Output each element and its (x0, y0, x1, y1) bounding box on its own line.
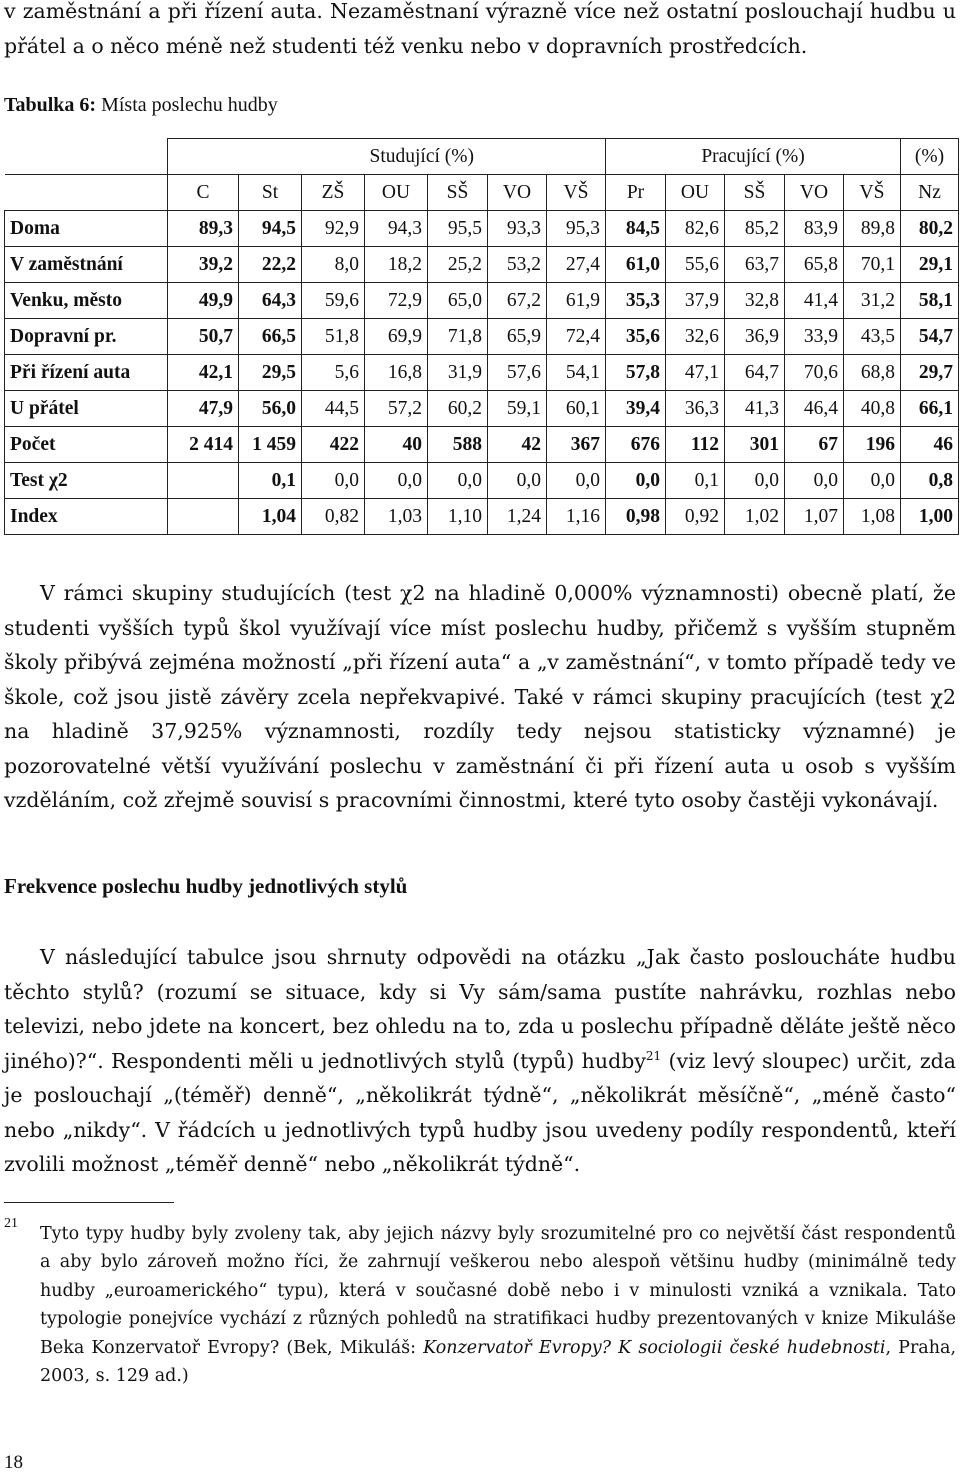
table-cell: 31,9 (428, 355, 488, 391)
table-cell: 32,8 (725, 283, 785, 319)
footnote-divider (4, 1202, 174, 1203)
listening-places-table (4, 138, 959, 535)
table-cell: 40 (365, 427, 428, 463)
section-heading: Frekvence poslechu hudby jednotlivých stylů (4, 874, 408, 898)
paragraph-students-workers (4, 576, 956, 818)
table-cell: 42,1 (168, 355, 239, 391)
table-cell: 16,8 (365, 355, 428, 391)
table-column-header: OU (666, 175, 725, 211)
table-row-label: Doma (5, 211, 168, 247)
table-cell: 301 (725, 427, 785, 463)
table-column-header: ZŠ (302, 175, 365, 211)
table-row-label: Test χ2 (5, 463, 168, 499)
table-cell: 1,03 (365, 499, 428, 535)
page-number: 18 (4, 1452, 23, 1473)
table-cell: 44,5 (302, 391, 365, 427)
table-cell: 54,1 (547, 355, 606, 391)
table-cell: 54,7 (901, 319, 959, 355)
table-cell: 84,5 (606, 211, 666, 247)
table-column-header-row (5, 175, 959, 211)
table-cell: 56,0 (239, 391, 302, 427)
table-cell: 0,0 (785, 463, 844, 499)
table-cell: 61,9 (547, 283, 606, 319)
table-row (5, 247, 959, 283)
table-cell: 65,9 (488, 319, 547, 355)
table-cell: 92,9 (302, 211, 365, 247)
table-cell: 0,0 (302, 463, 365, 499)
table-cell: 57,6 (488, 355, 547, 391)
table-cell: 1,04 (239, 499, 302, 535)
paragraph-3-text-after: (viz levý sloupec) určit, zda je poslouchají „(téměř) denně“, „několikrát týdně“, „několikrát měsíčně“, „méně často“ nebo „nikdy“. V řádcích u jednotlivých typů hudby jsou uvedeny podíly respondentů, kteří zvolili možnost „téměř denně“ nebo „několikrát týdně“. (4, 1048, 956, 1176)
table-cell: 31,2 (844, 283, 901, 319)
table-group-header-row (5, 139, 959, 175)
table-cell: 1,02 (725, 499, 785, 535)
table-cell: 39,4 (606, 391, 666, 427)
table-column-header: VŠ (547, 175, 606, 211)
table-corner-cell (5, 139, 168, 175)
table-cell: 33,9 (785, 319, 844, 355)
table-column-header: VO (488, 175, 547, 211)
table-cell: 0,0 (428, 463, 488, 499)
table-cell: 367 (547, 427, 606, 463)
table-cell: 29,5 (239, 355, 302, 391)
table-cell: 95,5 (428, 211, 488, 247)
table-column-header: OU (365, 175, 428, 211)
table-row-label: Index (5, 499, 168, 535)
table-cell: 51,8 (302, 319, 365, 355)
table-cell: 0,92 (666, 499, 725, 535)
footnote-reference: 21 (645, 1048, 662, 1063)
table-cell: 35,3 (606, 283, 666, 319)
table-cell: 29,1 (901, 247, 959, 283)
table-cell: 70,6 (785, 355, 844, 391)
footnote-book-title: Konzervatoř Evropy? K sociologii české hudebnosti (423, 1337, 886, 1358)
table-cell: 94,3 (365, 211, 428, 247)
table-cell: 1 459 (239, 427, 302, 463)
table-column-header: VO (785, 175, 844, 211)
table-caption-label: Tabulka 6: (4, 94, 97, 116)
table-cell: 50,7 (168, 319, 239, 355)
table-cell: 82,6 (666, 211, 725, 247)
table-corner-cell (5, 175, 168, 211)
table-cell: 47,9 (168, 391, 239, 427)
table-cell (168, 499, 239, 535)
table-cell: 89,3 (168, 211, 239, 247)
table-row (5, 283, 959, 319)
table-row-label: Počet (5, 427, 168, 463)
table-cell: 0,0 (725, 463, 785, 499)
table-cell: 64,7 (725, 355, 785, 391)
table-cell: 18,2 (365, 247, 428, 283)
table-row-label: Venku, město (5, 283, 168, 319)
table-cell: 8,0 (302, 247, 365, 283)
table-column-header: SŠ (725, 175, 785, 211)
table-cell: 0,0 (844, 463, 901, 499)
table-row (5, 499, 959, 535)
table-column-header: C (168, 175, 239, 211)
table-cell: 1,16 (547, 499, 606, 535)
table-cell: 43,5 (844, 319, 901, 355)
table-cell: 588 (428, 427, 488, 463)
table-group-students: Studující (%) (239, 139, 606, 175)
table-caption-title: Místa poslechu hudby (101, 94, 278, 116)
table-cell: 0,0 (488, 463, 547, 499)
footnote-text-a: Tyto typy hudby byly zvoleny tak, aby jejich názvy byly srozumitelné pro co největší část respondentů a aby bylo zároveň možno říci, že zahrnují veškerou nebo alespoň většinu hudby (minimálně tedy hudby „euroamerického“ typu), která v současné době nebo i v minulosti vzniká a vznikala. Tato typologie ponejvíce vychází z různých pohledů na stratifikaci hudby prezentovaných v knize Mikuláše Beka Konzervatoř Evropy? (Bek, Mikuláš: (40, 1224, 956, 1358)
table-row (5, 427, 959, 463)
table-cell: 64,3 (239, 283, 302, 319)
table-cell: 1,08 (844, 499, 901, 535)
table-cell: 68,8 (844, 355, 901, 391)
table-cell: 71,8 (428, 319, 488, 355)
table-row (5, 391, 959, 427)
table-cell: 89,8 (844, 211, 901, 247)
table-cell: 66,1 (901, 391, 959, 427)
table-cell: 676 (606, 427, 666, 463)
table-cell: 46 (901, 427, 959, 463)
table-cell: 95,3 (547, 211, 606, 247)
table-cell: 63,7 (725, 247, 785, 283)
table-cell: 72,9 (365, 283, 428, 319)
table-cell: 25,2 (428, 247, 488, 283)
table-cell: 37,9 (666, 283, 725, 319)
table-row (5, 211, 959, 247)
footnote-text (40, 1220, 956, 1390)
table-cell: 83,9 (785, 211, 844, 247)
table-column-header: Nz (901, 175, 959, 211)
table-cell: 93,3 (488, 211, 547, 247)
table-cell: 65,8 (785, 247, 844, 283)
table-row-label: V zaměstnání (5, 247, 168, 283)
table-body (5, 211, 959, 535)
table-cell: 22,2 (239, 247, 302, 283)
table-cell: 39,2 (168, 247, 239, 283)
table-cell: 65,0 (428, 283, 488, 319)
table-cell: 66,5 (239, 319, 302, 355)
table-cell: 32,6 (666, 319, 725, 355)
table-cell: 422 (302, 427, 365, 463)
table-cell: 112 (666, 427, 725, 463)
table-cell: 41,4 (785, 283, 844, 319)
footnote-text-b: , Praha, 2003, s. 129 ad.) (40, 1337, 957, 1387)
table-cell: 1,00 (901, 499, 959, 535)
table-cell: 35,6 (606, 319, 666, 355)
footnote-mark: 21 (4, 1216, 18, 1231)
table-cell: 2 414 (168, 427, 239, 463)
table-cell: 1,07 (785, 499, 844, 535)
table-group-unemployed: (%) (901, 139, 959, 175)
table-column-header: St (239, 175, 302, 211)
table-cell: 80,2 (901, 211, 959, 247)
table-cell: 60,2 (428, 391, 488, 427)
table-cell: 36,9 (725, 319, 785, 355)
table-cell: 27,4 (547, 247, 606, 283)
table-group-empty-cell (168, 139, 239, 175)
table-row-label: U přátel (5, 391, 168, 427)
table-cell: 47,1 (666, 355, 725, 391)
table-cell: 196 (844, 427, 901, 463)
table-row-label: Dopravní pr. (5, 319, 168, 355)
table-cell: 60,1 (547, 391, 606, 427)
table-cell: 69,9 (365, 319, 428, 355)
table-cell: 70,1 (844, 247, 901, 283)
table-row-label: Při řízení auta (5, 355, 168, 391)
table-cell: 0,1 (239, 463, 302, 499)
table-cell: 0,82 (302, 499, 365, 535)
paragraph-frequency (4, 940, 956, 1182)
table-cell: 85,2 (725, 211, 785, 247)
table-cell: 1,10 (428, 499, 488, 535)
table-cell: 0,0 (547, 463, 606, 499)
table-cell: 0,8 (901, 463, 959, 499)
table-cell: 36,3 (666, 391, 725, 427)
table-group-workers: Pracující (%) (606, 139, 901, 175)
table-column-header: Pr (606, 175, 666, 211)
table-cell: 67,2 (488, 283, 547, 319)
table-cell: 57,8 (606, 355, 666, 391)
table-cell: 55,6 (666, 247, 725, 283)
table-caption (4, 94, 278, 117)
table-cell: 42 (488, 427, 547, 463)
table-cell: 61,0 (606, 247, 666, 283)
table-cell: 49,9 (168, 283, 239, 319)
paragraph-3-text-before: V následující tabulce jsou shrnuty odpovědi na otázku „Jak často posloucháte hudbu těchto stylů? (rozumí se situace, kdy si Vy sám/sama pustíte nahrávku, rozhlas nebo televizi, nebo jdete na koncert, bez ohledu na to, zda u poslechu případně děláte ještě něco jiného)?“. Respondenti měli u jednotlivých stylů (typů) hudby (4, 945, 956, 1073)
table-cell: 1,24 (488, 499, 547, 535)
table-cell: 72,4 (547, 319, 606, 355)
table-cell: 29,7 (901, 355, 959, 391)
table-cell: 57,2 (365, 391, 428, 427)
table-cell: 59,6 (302, 283, 365, 319)
table-cell: 5,6 (302, 355, 365, 391)
table-cell: 0,0 (606, 463, 666, 499)
table-cell: 94,5 (239, 211, 302, 247)
table-cell: 40,8 (844, 391, 901, 427)
table-column-header: VŠ (844, 175, 901, 211)
table-cell (168, 463, 239, 499)
table-cell: 67 (785, 427, 844, 463)
table-cell: 59,1 (488, 391, 547, 427)
table-cell: 46,4 (785, 391, 844, 427)
table-cell: 0,1 (666, 463, 725, 499)
table-row (5, 355, 959, 391)
table-column-header: SŠ (428, 175, 488, 211)
table-cell: 41,3 (725, 391, 785, 427)
table-cell: 53,2 (488, 247, 547, 283)
intro-paragraph: v zaměstnání a při řízení auta. Nezaměstnaní výrazně více než ostatní poslouchají hudbu u přátel a o něco méně než studenti též venku nebo v dopravních prostředcích. (4, 0, 956, 58)
table-cell: 0,98 (606, 499, 666, 535)
table-cell: 58,1 (901, 283, 959, 319)
table-row (5, 319, 959, 355)
paragraph-2-text: V rámci skupiny studujících (test χ2 na hladině 0,000% významnosti) obecně platí, že studenti vyšších typů škol využívají více míst poslechu hudby, přičemž s vyšším stupněm školy přibývá zejména možností „při řízení auta“ a „v zaměstnání“, v tomto případě tedy ve škole, což jsou jistě závěry zcela nepřekvapivé. Také v rámci skupiny pracujících (test χ2 na hladině 37,925% významnosti, rozdíly tedy nejsou statisticky významné) je pozorovatelné větší využívání poslechu v zaměstnání či při řízení auta u osob s vyšším vzděláním, což zřejmě souvisí s pracovními činnostmi, které tyto osoby častěji vykonávají. (4, 581, 956, 812)
table-cell: 0,0 (365, 463, 428, 499)
table-row (5, 463, 959, 499)
